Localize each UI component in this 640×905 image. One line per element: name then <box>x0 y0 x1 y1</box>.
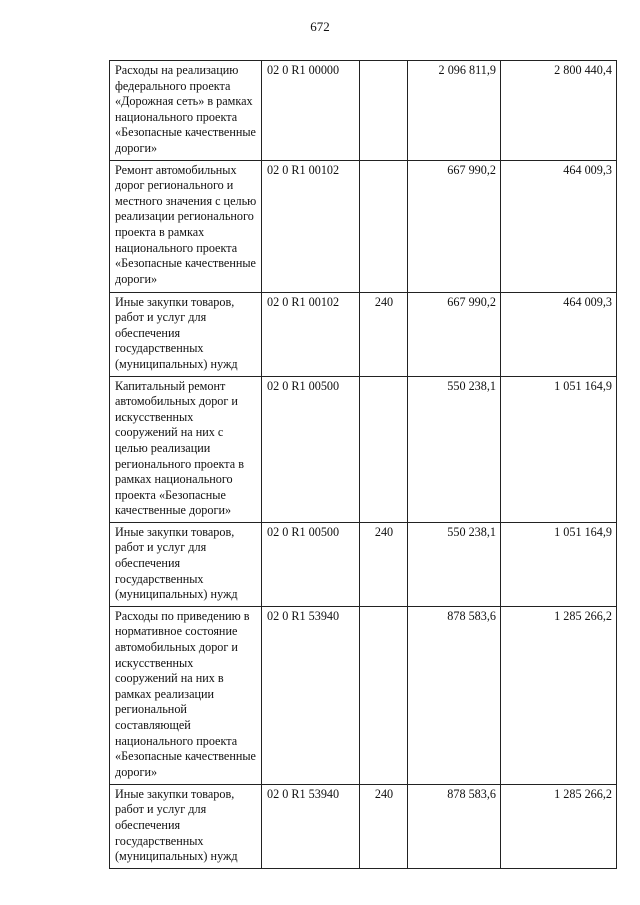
table-row <box>110 606 617 784</box>
expense-name: Расходы на реализацию федерального проекта «Дорожная сеть» в рамках национального проекта «Безопасные качественные дороги» <box>110 61 262 161</box>
amount-year-1: 667 990,2 <box>408 292 501 376</box>
budget-table <box>109 60 617 869</box>
amount-year-1: 667 990,2 <box>408 160 501 292</box>
expense-name: Иные закупки товаров, работ и услуг для обеспечения государственных (муниципальных) нужд <box>110 292 262 376</box>
target-article-code: 02 0 R1 53940 <box>262 784 360 868</box>
expense-name: Иные закупки товаров, работ и услуг для обеспечения государственных (муниципальных) нужд <box>110 784 262 868</box>
target-article-code: 02 0 R1 00000 <box>262 61 360 161</box>
expense-name: Капитальный ремонт автомобильных дорог и искусственных сооружений на них с целью реализации регионального проекта в рамках национального проекта «Безопасные качественные дороги» <box>110 376 262 522</box>
table-row <box>110 522 617 606</box>
amount-year-2: 1 051 164,9 <box>501 522 617 606</box>
expense-name: Расходы по приведению в нормативное состояние автомобильных дорог и искусственных сооружений на них в рамках реализации региональной составляющей национального проекта «Безопасные качественные дороги» <box>110 606 262 784</box>
target-article-code: 02 0 R1 00102 <box>262 160 360 292</box>
table-row <box>110 784 617 868</box>
amount-year-1: 878 583,6 <box>408 784 501 868</box>
amount-year-2: 464 009,3 <box>501 160 617 292</box>
table-row <box>110 61 617 161</box>
amount-year-2: 464 009,3 <box>501 292 617 376</box>
expense-name: Иные закупки товаров, работ и услуг для обеспечения государственных (муниципальных) нужд <box>110 522 262 606</box>
expense-type-code: 240 <box>360 784 408 868</box>
expense-type-code <box>360 606 408 784</box>
expense-type-code <box>360 376 408 522</box>
amount-year-1: 878 583,6 <box>408 606 501 784</box>
amount-year-2: 1 285 266,2 <box>501 606 617 784</box>
amount-year-1: 550 238,1 <box>408 522 501 606</box>
target-article-code: 02 0 R1 00500 <box>262 522 360 606</box>
table-row <box>110 160 617 292</box>
amount-year-2: 1 285 266,2 <box>501 784 617 868</box>
expense-type-code <box>360 160 408 292</box>
amount-year-2: 1 051 164,9 <box>501 376 617 522</box>
table-row <box>110 292 617 376</box>
target-article-code: 02 0 R1 53940 <box>262 606 360 784</box>
amount-year-2: 2 800 440,4 <box>501 61 617 161</box>
page-number: 672 <box>310 19 330 34</box>
expense-type-code: 240 <box>360 292 408 376</box>
target-article-code: 02 0 R1 00102 <box>262 292 360 376</box>
target-article-code: 02 0 R1 00500 <box>262 376 360 522</box>
expense-name: Ремонт автомобильных дорог регионального и местного значения с целью реализации регионального проекта в рамках национального проекта «Безопасные качественные дороги» <box>110 160 262 292</box>
expense-type-code: 240 <box>360 522 408 606</box>
amount-year-1: 550 238,1 <box>408 376 501 522</box>
expense-type-code <box>360 61 408 161</box>
table-row <box>110 376 617 522</box>
amount-year-1: 2 096 811,9 <box>408 61 501 161</box>
